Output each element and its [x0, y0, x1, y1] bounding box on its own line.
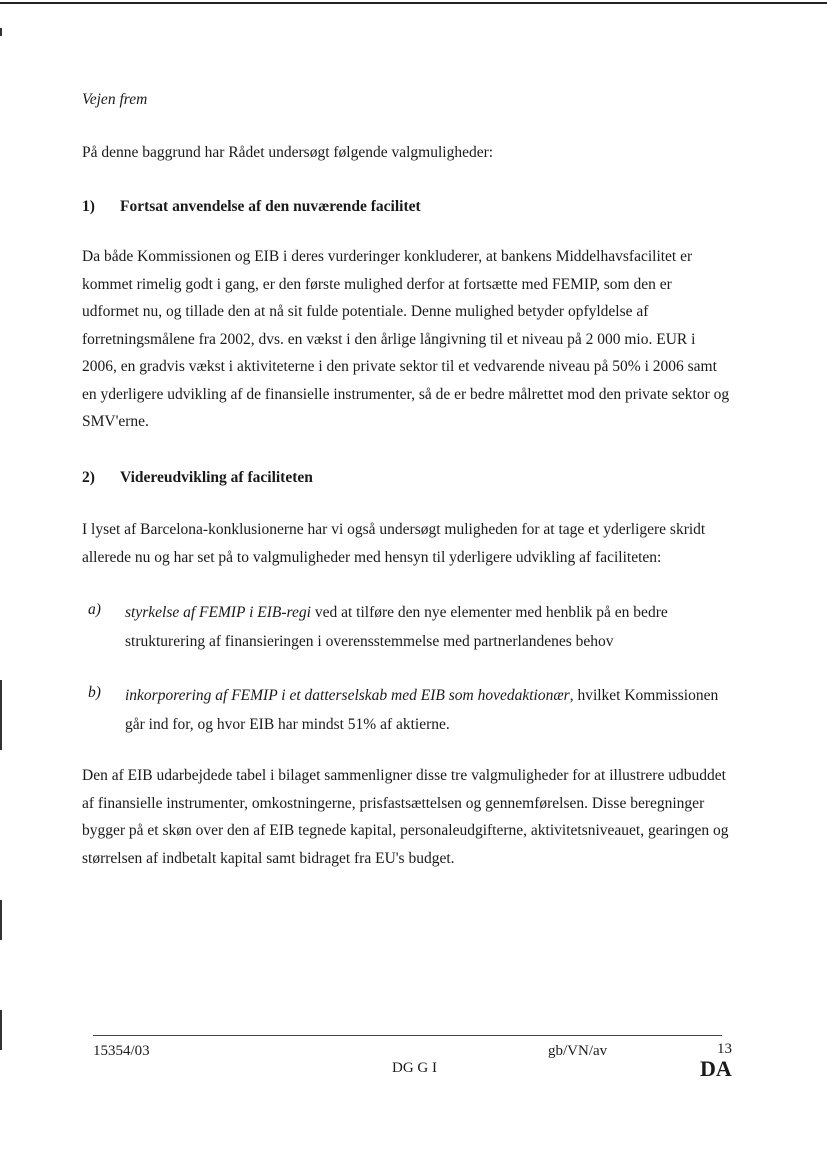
section-1-heading: [82, 193, 732, 221]
item-a-letter: a): [88, 601, 101, 618]
footer-initials: gb/VN/av: [548, 1043, 608, 1059]
item-b-text: [125, 681, 730, 739]
footer-rule: [93, 1035, 722, 1036]
intro-paragraph: På denne baggrund har Rådet undersøgt følgende valgmuligheder:: [82, 144, 494, 161]
section-1-title: Fortsat anvendelse af den nuværende facilitet: [120, 198, 421, 215]
item-b-emphasis: inkorporering af FEMIP i et datterselskab med EIB som hovedaktionær: [125, 687, 570, 704]
section-2-title: Videreudvikling af faciliteten: [120, 469, 313, 486]
section-2-heading: [82, 464, 732, 492]
section-heading: Vejen frem: [82, 91, 148, 108]
item-b-letter: b): [88, 684, 101, 701]
item-b-rest: , hvilket Kommissionen går ind for, og hvor EIB har mindst 51% af aktierne.: [125, 687, 719, 733]
footer-doc-number: 15354/03: [93, 1043, 150, 1059]
margin-mark: [0, 1010, 2, 1050]
section-1-number: 1): [82, 198, 95, 215]
top-border-line: [0, 2, 827, 4]
section-2-number: 2): [82, 469, 95, 486]
item-a-text: [125, 598, 730, 656]
section-2-body: I lyset af Barcelona-konklusionerne har vi også undersøgt muligheden for at tage et yderligere skridt allerede nu og har set på to valgmuligheder med hensyn til yderligere udvikling af faciliteten:: [82, 521, 706, 566]
footer-dg: DG G I: [392, 1060, 437, 1076]
margin-mark: [0, 680, 2, 750]
item-a-emphasis: styrkelse af FEMIP i EIB-regi: [125, 604, 311, 621]
margin-mark: [0, 28, 2, 36]
item-a-rest: ved at tilføre den nye elementer med henblik på en bedre strukturering af finansieringen i overensstemmelse med partnerlandenes behov: [125, 604, 668, 650]
footer-page-number: 13: [717, 1041, 732, 1057]
margin-mark: [0, 900, 2, 940]
footer-language-code: DA: [700, 1056, 732, 1081]
section-1-body: Da både Kommissionen og EIB i deres vurderinger konkluderer, at bankens Middelhavsfacilitet er kommet rimelig godt i gang, er den første mulighed derfor at fortsætte med FEMIP, som den er udformet nu, og tillade den at nå sit fulde potentiale. Denne mulighed betyder opfyldelse af forretningsmålene fra 2002, dvs. en vækst i den årlige långivning til et niveau på 2 000 mio. EUR i 2006, en gradvis vækst i aktiviteterne i den private sektor til et vedvarende niveau på 50% i 2006 samt en yderligere udvikling af de finansielle instrumenter, så de er bedre målrettet mod den private sektor og SMV'erne.: [82, 248, 730, 430]
closing-paragraph: Den af EIB udarbejdede tabel i bilaget sammenligner disse tre valgmuligheder for at illustrere udbuddet af finansielle instrumenter, omkostningerne, prisfastsættelsen og gennemførelsen. Disse beregninger bygger på et skøn over den af EIB tegnede kapital, personaleudgifterne, aktivitetsniveauet, gearingen og størrelsen af indbetalt kapital samt bidraget fra EU's budget.: [82, 767, 729, 867]
